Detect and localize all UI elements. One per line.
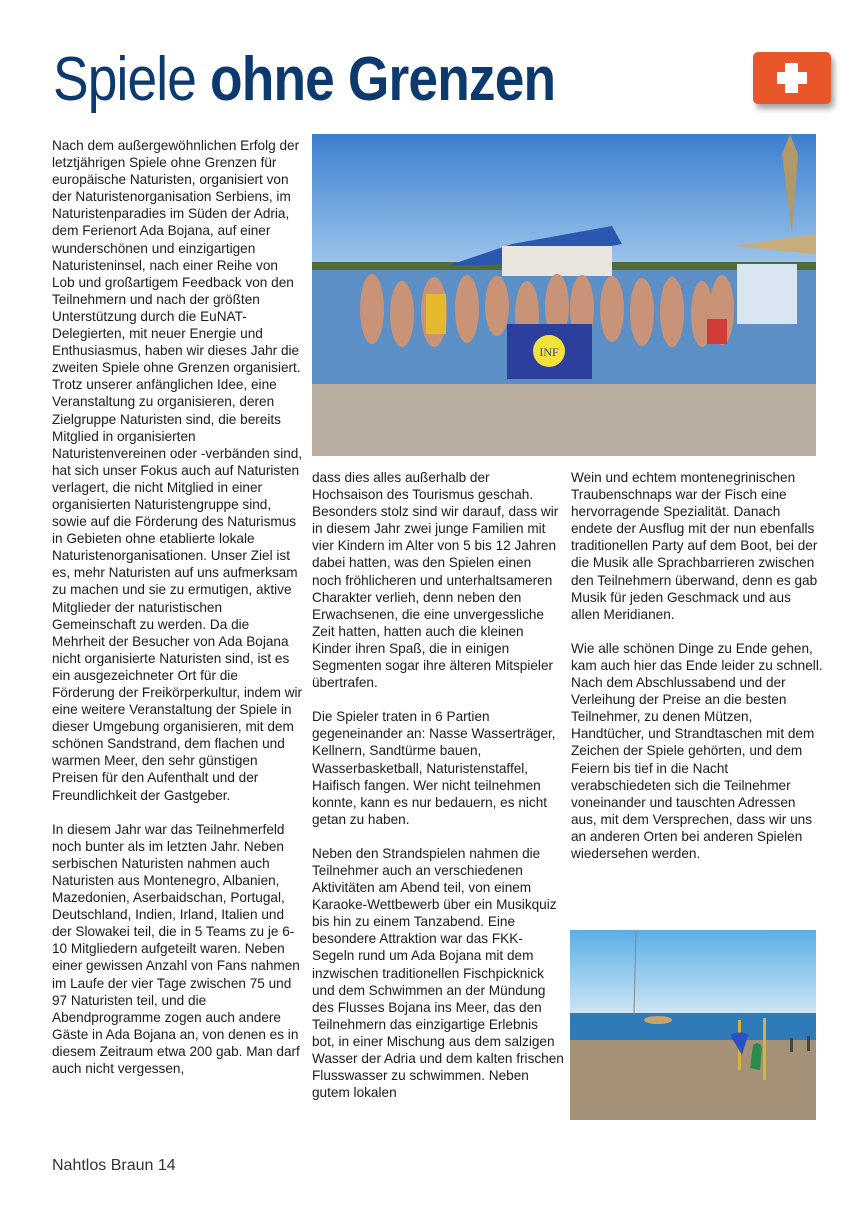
paragraph: In diesem Jahr war das Teilnehmerfeld noch bunter als im letzten Jahr. Neben serbischen Naturisten nahmen auch Naturisten aus Montenegro, Albanien, Mazedonien, Aserbaidschan, Portugal, Deutschland, Indien, Irland, Italien und der Slowakei teil, die in 5 Teams zu je 6-10 Mitgliedern aufgeteilt waren. Neben einer gewissen Anzahl von Fans nahmen im Laufe der vier Tage zwischen 75 und 97 Naturisten teil, und die Abendprogramme zogen auch andere Gäste in Ada Bojana an, von denen es in diesem Zeitraum etwa 200 gab. Man darf auch nicht vergessen, — [52, 821, 300, 1076]
group-photo — [312, 134, 816, 456]
beach-photo — [570, 930, 816, 1120]
title-bold: ohne Grenzen — [210, 45, 556, 114]
title-light: Spiele — [53, 45, 197, 114]
paragraph: Wein und echtem montenegrinischen Traubenschnaps war der Fisch eine hervorragende Spezialität. Danach endete der Ausflug mit der nun ebenfalls traditionellen Party auf dem Boot, bei der die Musik alle Sprachbarrieren zwischen den Teilnehmern überwand, denn es gab Musik für jeden Geschmack und aus allen Meridianen. — [571, 470, 818, 622]
paragraph: Die Spieler traten in 6 Partien gegeneinander an: Nasse Wasserträger, Kellnern, Sandtürme bauen, Wasserbasketball, Naturistenstaffel, Haifisch fangen. Wer nicht teilnehmen konnte, kann es nur bedauern, es nicht getan zu haben. — [312, 709, 556, 827]
paragraph: Wie alle schönen Dinge zu Ende gehen, kam auch hier das Ende leider zu schnell. Nach dem Abschlussabend und der Verleihung der Preise an die besten Teilnehmer, zu denen Mützen, Handtücher, und Strandtaschen mit dem Zeichen der Spiele gehörten, und dem Feiern bis tief in die Nacht verabschiedeten sich die Teilnehmer voneinander und tauschten Adressen aus, mit dem Versprechen, dass wir uns an anderen Orten bei anderen Spielen wiedersehen werden. — [571, 640, 823, 861]
svg-text:INF: INF — [539, 345, 559, 359]
swiss-flag-icon — [753, 52, 831, 104]
page-title — [53, 40, 555, 120]
paragraph: Neben den Strandspielen nahmen die Teilnehmer auch an verschiedenen Aktivitäten am Abend teil, von einem Karaoke-Wettbewerb über ein Musikquiz bis hin zu einem Tanzabend. Eine besondere Attraktion war das FKK-Segeln rund um Ada Bojana mit dem inzwischen traditionellen Fischpicknick und dem Schwimmen an der Mündung des Flusses Bojana ins Meer, das den Teilnehmern das einzigartige Erlebnis bot, in einer Mischung aus dem salzigen Wasser der Adria und dem kalten frischen Flusswasser zu schwimmen. Neben gutem lokalen — [312, 845, 564, 1101]
page-footer: Nahtlos Braun 14 — [52, 1157, 176, 1174]
article-column-1 — [52, 137, 304, 1094]
paragraph: dass dies alles außerhalb der Hochsaison des Tourismus geschah. Besonders stolz sind wir darauf, dass wir in diesem Jahr zwei junge Familien mit vier Kindern im Alter von 5 bis 12 Jahren dabei hatten, was den Spielen einen noch fröhlicheren und unterhaltsameren Charakter verlieh, denn neben den Erwachsenen, die eine unvergessliche Zeit hatten, hatten auch die kleinen Kinder ihren Spaß, die in einigen Segmenten sogar ihre älteren Mitspieler übertrafen. — [312, 470, 559, 691]
article-column-3 — [571, 469, 823, 879]
article-column-2 — [312, 469, 564, 1118]
paragraph: Nach dem außergewöhnlichen Erfolg der letztjährigen Spiele ohne Grenzen für europäische Naturisten, organisiert von der Naturistenorganisation Serbiens, im Naturistenparadies im Süden der Adria, dem Ferienort Ada Bojana, auf einer wunderschönen und einzigartigen Naturisteninsel, nach einer Reihe von Lob und großartigem Feedback von den Teilnehmern und nach der größten Unterstützung durch die EuNAT-Delegierten, mit neuer Energie und Enthusiasmus, haben wir dieses Jahr die zweiten Spiele ohne Grenzen organisiert. Trotz unserer anfänglichen Idee, eine Veranstaltung zu organisieren, deren Zielgruppe Naturisten sind, die bereits Mitglied in organisierten Naturistenvereinen oder -verbänden sind, hat sich unser Fokus auch auf Naturisten verlagert, die nicht Mitglied in einer organisierten Naturistengruppe sind, sowie auf die Förderung des Naturismus in Gebieten ohne etablierte lokale Naturistenorganisationen. Unser Ziel ist es, mehr Naturisten auf uns aufmerksam zu machen und sie zu ermutigen, aktive Mitglieder der naturistischen Gemeinschaft zu werden. Da die Mehrheit der Besucher von Ada Bojana nicht organisierte Naturisten sind, ist es ein ausgezeichneter Ort für die Förderung der Freikörperkultur, indem wir eine weitere Veranstaltung der Spiele in dieser Umgebung organisieren, mit dem schönen Sandstrand, dem flachen und warmen Meer, den sehr günstigen Preisen für den Aufenthalt und der Freundlichkeit der Gastgeber. — [52, 138, 303, 803]
